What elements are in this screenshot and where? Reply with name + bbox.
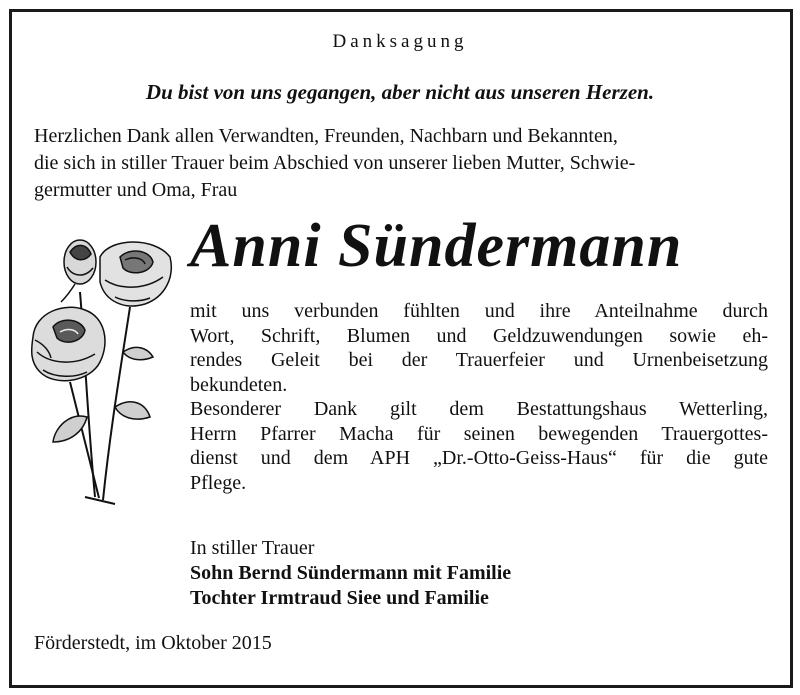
notice-heading: Danksagung [332,31,468,52]
notice-motto: Du bist von uns gegangen, aber nicht aus unseren Herzen. [145,80,655,104]
body-line: Wort, Schrift, Blumen und Geldzuwendungen sowie eh- [190,324,768,347]
body-line: Pflege. [190,471,247,494]
place-date: Förderstedt, im Oktober 2015 [34,632,272,654]
intro-line: Herzlichen Dank allen Verwandten, Freunden, Nachbarn und Bekannten, [34,125,618,147]
body-line: mit uns verbunden fühlten und ihre Anteilnahme durch [190,300,768,322]
body-line: rendes Geleit bei der Trauerfeier und Urnenbeisetzung [190,349,768,371]
body-line: dienst und dem APH „Dr.-Otto-Geiss-Haus“ für die gute [190,447,768,469]
body-line: bekundeten. [190,373,288,396]
deceased-name: Anni Sündermann [190,212,683,280]
signatory: Sohn Bernd Sündermann mit Familie [190,562,512,584]
intro-line: germutter und Oma, Frau [34,179,238,201]
body-paragraph [190,299,768,495]
body-line: Herrn Pfarrer Macha für seinen bewegenden Trauergottes- [190,422,768,445]
intro-line: die sich in stiller Trauer beim Abschied von unserer lieben Mutter, Schwie- [34,152,636,174]
closing-phrase: In stiller Trauer [190,537,315,559]
signature-block [190,536,768,611]
signatory: Tochter Irmtraud Siee und Familie [190,587,489,609]
roses-illustration [25,232,175,507]
body-line: Besonderer Dank gilt dem Bestattungshaus Wetterling, [190,398,768,420]
intro-paragraph [34,123,769,204]
